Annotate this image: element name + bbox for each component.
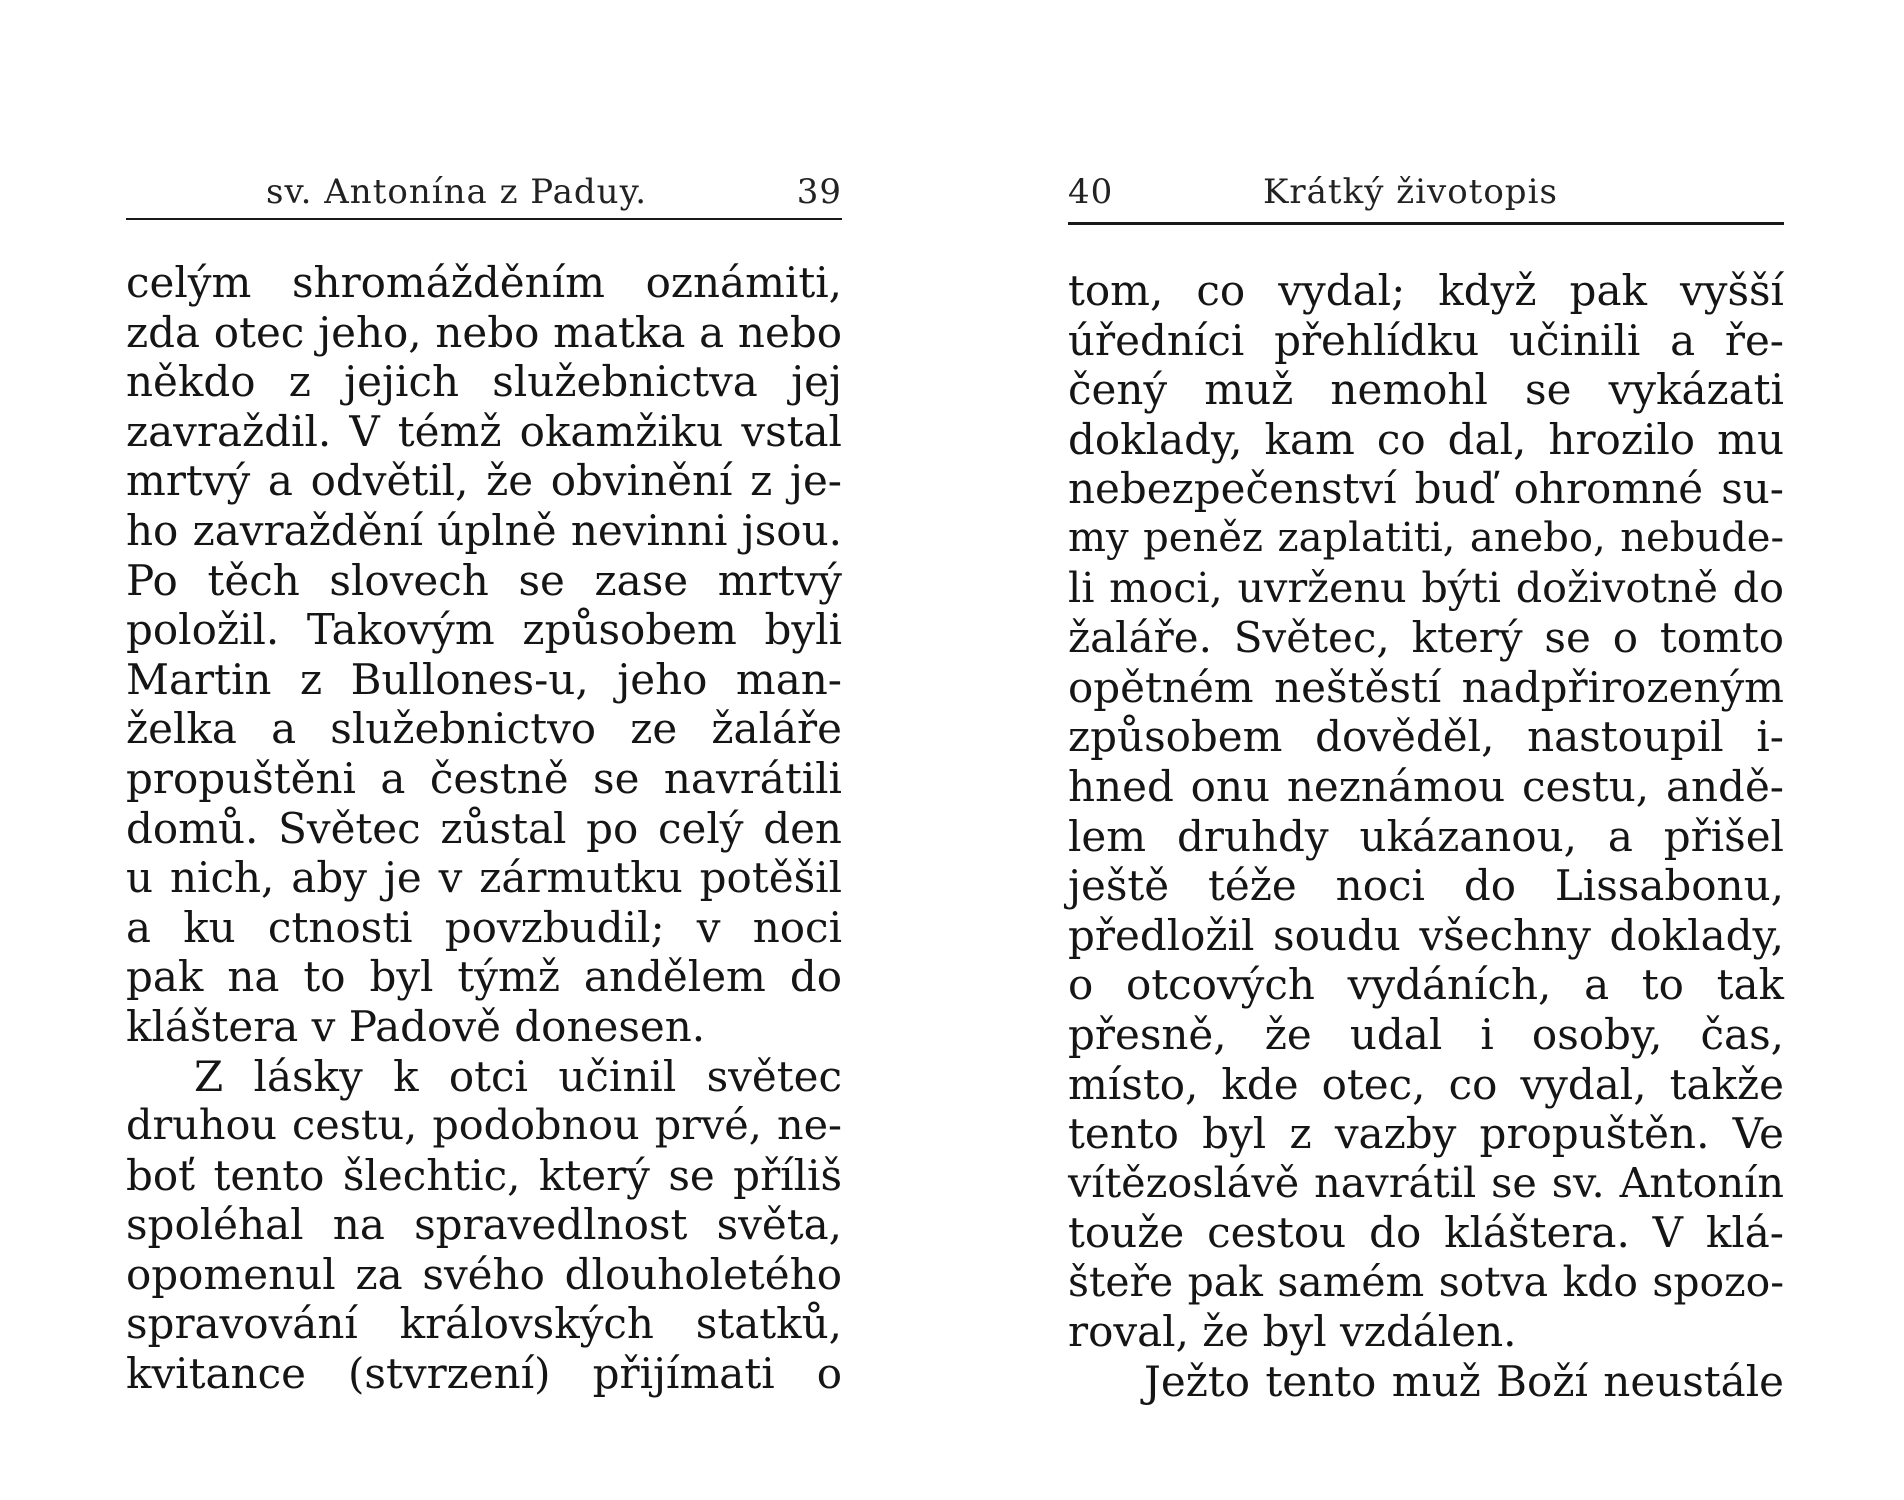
text-line: spoléhal na spravedlnost světa, — [126, 1200, 842, 1250]
right-page-number: 40 — [1068, 172, 1114, 212]
text-line: želka a služebnictvo ze žaláře — [126, 704, 842, 754]
text-line: pak na to byl týmž andělem do — [126, 952, 842, 1002]
text-line: způsobem dověděl, nastoupil i- — [1068, 712, 1784, 762]
text-line: vítězoslávě navrátil se sv. Antonín — [1068, 1158, 1784, 1207]
right-page-text — [1068, 266, 1784, 1407]
text-line: touže cestou do kláštera. V klá- — [1068, 1208, 1784, 1258]
right-page — [1068, 0, 1784, 1500]
text-line: boť tento šlechtic, který se příliš — [126, 1150, 842, 1200]
text-line: celým shromážděním oznámiti, — [126, 258, 842, 307]
text-line: a ku ctnosti povzbudil; v noci — [126, 902, 842, 952]
text-line: my peněz zaplatiti, anebo, nebude- — [1068, 514, 1784, 561]
text-line: čený muž nemohl se vykázati — [1068, 365, 1784, 415]
text-line: šteře pak samém sotva kdo spozo- — [1068, 1257, 1784, 1306]
text-line: doklady, kam co dal, hrozilo mu — [1068, 414, 1784, 464]
text-line: Po těch slovech se zase mrtvý — [126, 555, 842, 605]
text-line: přesně, že udal i osoby, čas, — [1068, 1009, 1784, 1059]
text-line: li moci, uvrženu býti doživotně do — [1068, 563, 1784, 612]
text-line: předložil soudu všechny doklady, — [1068, 910, 1784, 960]
text-line: tento byl z vazby propuštěn. Ve — [1068, 1109, 1784, 1159]
text-line: zda otec jeho, nebo matka a nebo — [126, 307, 842, 357]
text-line: lem druhdy ukázanou, a přišel — [1068, 811, 1784, 861]
text-line: úředníci přehlídku učinili a ře- — [1068, 315, 1784, 365]
left-page-text — [126, 258, 842, 1399]
text-line: kvitance (stvrzení) přijímati o — [126, 1349, 842, 1399]
text-line: druhou cestu, podobnou prvé, ne- — [126, 1101, 842, 1150]
text-line: kláštera v Padově donesen. — [126, 1001, 706, 1051]
text-line: zavraždil. V témž okamžiku vstal — [126, 406, 842, 456]
text-line: Martin z Bullones-u, jeho man- — [126, 654, 842, 704]
text-line: Z lásky k otci učinil světec — [194, 1051, 842, 1101]
text-line: o otcových vydáních, a to tak — [1068, 960, 1784, 1010]
text-line: opomenul za svého dlouholetého — [126, 1249, 842, 1299]
text-line: hned onu neznámou cestu, andě- — [1068, 761, 1784, 811]
left-header-rule — [126, 218, 842, 220]
text-line: spravování královských statků, — [126, 1299, 842, 1349]
text-line: mrtvý a odvětil, že obvinění z je- — [126, 456, 842, 506]
text-line: ho zavraždění úplně nevinni jsou. — [126, 505, 842, 555]
text-line: tom, co vydal; když pak vyšší — [1068, 266, 1784, 315]
right-page-header — [1068, 172, 1784, 222]
right-header-rule — [1068, 222, 1784, 225]
text-line: nebezpečenství buď ohromné su- — [1068, 464, 1784, 514]
text-line: žaláře. Světec, který se o tomto — [1068, 613, 1784, 663]
text-line: roval, že byl vzdálen. — [1068, 1307, 1517, 1357]
left-page-number: 39 — [796, 172, 842, 212]
left-running-title: sv. Antonína z Paduy. — [266, 172, 648, 212]
text-line: opětném neštěstí nadpřirozeným — [1068, 662, 1784, 712]
text-line: položil. Takovým způsobem byli — [126, 605, 842, 655]
text-line: u nich, aby je v zármutku potěšil — [126, 853, 842, 903]
text-line: propuštěni a čestně se navrátili — [126, 753, 842, 803]
left-page — [126, 0, 842, 1500]
text-line: domů. Světec zůstal po celý den — [126, 803, 842, 853]
text-line: místo, kde otec, co vydal, takže — [1068, 1059, 1784, 1109]
left-page-header — [126, 172, 842, 222]
text-line: ještě téže noci do Lissabonu, — [1068, 861, 1784, 911]
text-line: někdo z jejich služebnictva jej — [126, 357, 842, 407]
right-running-title: Krátký životopis — [1263, 172, 1558, 212]
text-line: Ježto tento muž Boží neustále — [1144, 1357, 1784, 1407]
